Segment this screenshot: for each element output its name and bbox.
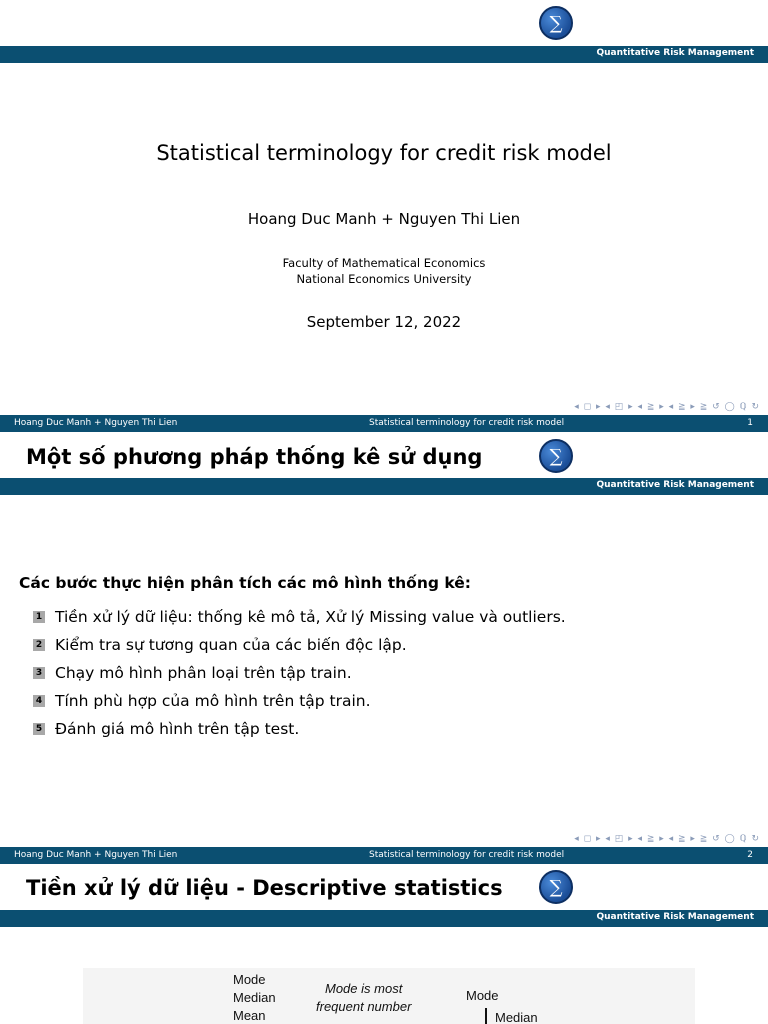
page-number: 1: [747, 418, 753, 428]
step-text: Kiểm tra sự tương quan của các biến độc lập.: [55, 636, 407, 654]
header-label: Quantitative Risk Management: [596, 912, 754, 922]
step-text: Tiền xử lý dữ liệu: thống kê mô tả, Xử lý Missing value và outliers.: [55, 608, 566, 626]
slide-2-methods: [0, 432, 768, 864]
mode-median-mean-figure: [83, 968, 695, 1024]
list-item: [33, 603, 566, 631]
header-band: [0, 910, 768, 927]
institute-line-1: Faculty of Mathematical Economics: [282, 256, 486, 270]
step-text: Chạy mô hình phân loại trên tập train.: [55, 664, 352, 682]
list-item: [33, 715, 566, 743]
footer-band: [0, 847, 768, 864]
step-number: 1: [33, 611, 45, 623]
page-number: 2: [747, 850, 753, 860]
median-marker: [485, 1008, 487, 1024]
list-item: [33, 687, 566, 715]
header-band: [0, 46, 768, 63]
slide-title: Một số phương pháp thống kê sử dụng: [26, 445, 483, 469]
list-item: [33, 659, 566, 687]
legend-median: Median: [233, 990, 276, 1005]
right-label-median: Median: [495, 1010, 538, 1024]
header-label: Quantitative Risk Management: [596, 480, 754, 490]
beamer-navigation[interactable]: ◂ ◻ ▸ ◂ ◰ ▸ ◂ ≧ ▸ ◂ ≧ ▸ ≧ ↺ ◯ ℚ ↻: [574, 402, 760, 412]
list-item: [33, 631, 566, 659]
presentation-authors: Hoang Duc Manh + Nguyen Thi Lien: [247, 210, 521, 228]
footer-title: Statistical terminology for credit risk model: [369, 418, 565, 428]
step-number: 2: [33, 639, 45, 651]
caption-line-1: Mode is most: [325, 981, 403, 996]
legend-mode: Mode: [233, 972, 266, 987]
step-number: 4: [33, 695, 45, 707]
slide-1-title: [0, 0, 768, 432]
header-band: [0, 478, 768, 495]
beamer-navigation[interactable]: ◂ ◻ ▸ ◂ ◰ ▸ ◂ ≧ ▸ ◂ ≧ ▸ ≧ ↺ ◯ ℚ ↻: [574, 834, 760, 844]
footer-title: Statistical terminology for credit risk model: [369, 850, 565, 860]
slide-3-descriptive-statistics: [0, 864, 768, 1024]
header-label: Quantitative Risk Management: [596, 48, 754, 58]
presentation-date: September 12, 2022: [306, 313, 462, 331]
legend-mean: Mean: [233, 1008, 266, 1023]
step-text: Đánh giá mô hình trên tập test.: [55, 720, 300, 738]
footer-authors: Hoang Duc Manh + Nguyen Thi Lien: [14, 850, 178, 860]
sigma-logo-icon: ∑: [539, 6, 573, 40]
sigma-logo-icon: ∑: [539, 439, 573, 473]
footer-authors: Hoang Duc Manh + Nguyen Thi Lien: [14, 418, 178, 428]
caption-line-2: frequent number: [316, 999, 412, 1014]
step-text: Tính phù hợp của mô hình trên tập train.: [55, 692, 371, 710]
presentation-title: Statistical terminology for credit risk model: [156, 141, 612, 165]
right-label-mode: Mode: [466, 988, 499, 1003]
footer-band: [0, 415, 768, 432]
slide-title: Tiền xử lý dữ liệu - Descriptive statistics: [26, 876, 503, 900]
sigma-logo-icon: ∑: [539, 870, 573, 904]
institute-line-2: National Economics University: [296, 272, 472, 286]
step-number: 3: [33, 667, 45, 679]
step-number: 5: [33, 723, 45, 735]
steps-heading: Các bước thực hiện phân tích các mô hình thống kê:: [19, 574, 471, 592]
steps-list: [33, 603, 566, 743]
